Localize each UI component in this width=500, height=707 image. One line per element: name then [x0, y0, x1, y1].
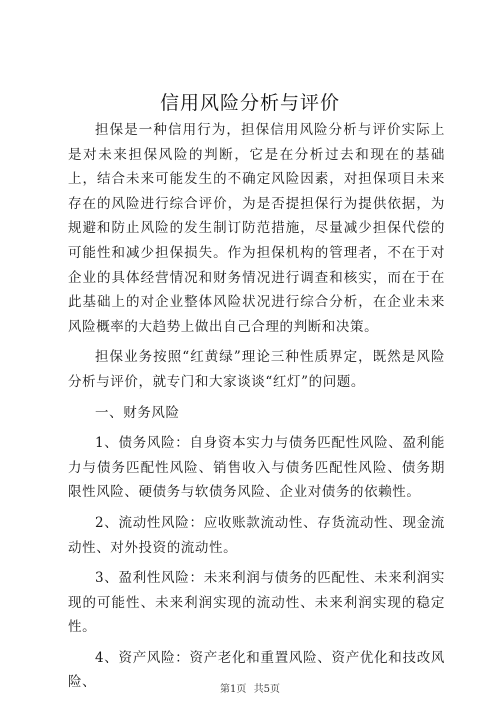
- paragraph: 3、盈利性风险：未来利润与债务的匹配性、未来利润实现的可能性、未来利润实现的流动性、未来利润实现的稳定性。: [68, 570, 445, 636]
- document-body: [68, 118, 445, 695]
- page-footer: [0, 680, 500, 695]
- paragraph: 2、流动性风险：应收账款流动性、存货流动性、现金流动性、对外投资的流动性。: [68, 514, 445, 556]
- paragraph: 4、资产风险：资产老化和重置风险、资产优化和技改风险、: [68, 649, 445, 691]
- paragraph: 担保业务按照“红黄绿”理论三种性质界定，既然是风险分析与评价，就专门和大家谈谈“红灯”的问题。: [68, 349, 445, 390]
- page-total: 共5页: [253, 684, 280, 695]
- section-heading: 一、财务风险: [95, 404, 180, 421]
- page-number: 第1页: [220, 684, 247, 695]
- paragraph: 担保是一种信用行为，担保信用风险分析与评价实际上是对未来担保风险的判断，它是在分析过去和现在的基础上，结合未来可能发生的不确定风险因素，对担保项目未来存在的风险进行综合评价，为是否提担保行为提供依据，为规避和防止风险的发生制订防范措施，尽量减少担保代偿的可能性和减少担保损失。作为担保机构的管理者，不在于对企业的具体经营情况和财务情况进行调查和核实，而在于在此基础上的对企业整体风险状况进行综合分析，在企业未来风险概率的大趋势上做出自己合理的判断和决策。: [68, 122, 445, 335]
- paragraph: 1、债务风险：自身资本实力与债务匹配性风险、盈利能力与债务匹配性风险、销售收入与债务匹配性风险、债务期限性风险、硬债务与软债务风险、企业对债务的依赖性。: [68, 435, 445, 501]
- document-title: 信用风险分析与评价: [159, 92, 340, 114]
